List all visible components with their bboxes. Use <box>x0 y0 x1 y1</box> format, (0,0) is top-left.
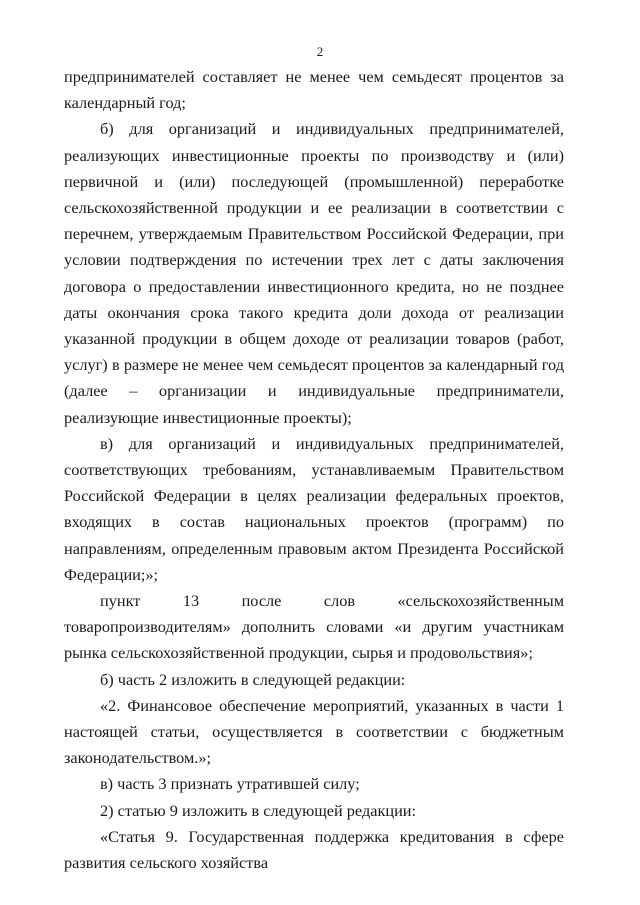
paragraph-part-2-text: «2. Финансовое обеспечение мероприятий, указанных в части 1 настоящей статьи, осуществляется в соответствии с бюджетным законодательством.»; <box>64 695 564 768</box>
paragraph-article-9-title: «Статья 9. Государственная поддержка кредитования в сфере развития сельского хозяйства <box>64 826 564 873</box>
paragraph-point-13: пункт 13 после слов «сельскохозяйственным товаропроизводителям» дополнить словами «и другим участникам рынка сельскохозяйственной продукции, сырья и продовольствия»; <box>64 591 564 663</box>
paragraph-part-2-heading: б) часть 2 изложить в следующей редакции: <box>100 669 406 689</box>
page-number: 2 <box>316 44 324 59</box>
paragraph-continuation: предпринимателей составляет не менее чем семьдесят процентов за календарный год; <box>64 67 564 113</box>
paragraph-article-9-heading: 2) статью 9 изложить в следующей редакции: <box>100 800 417 820</box>
paragraph-item-b-investment-projects: б) для организаций и индивидуальных предпринимателей, реализующих инвестиционные проекты по производству и (или) первичной и (или) последующей (промышленной) переработке сельскохозяйственной продукции и ее реализации в соответствии с перечнем, утверждаемым Правительством Российской Федерации, при условии подтверждения по истечении трех лет с даты заключения договора о предоставлении инвестиционного кредита, но не позднее даты окончания срока такого кредита доли дохода от реализации указанной продукции в общем доходе от реализации товаров (работ, услуг) в размере не менее чем семьдесят процентов за календарный год (далее – организации и индивидуальные предприниматели, реализующие инвестиционные проекты); <box>64 119 564 427</box>
document-body <box>64 64 564 876</box>
paragraph-part-3: в) часть 3 признать утратившей силу; <box>100 774 360 794</box>
paragraph-item-v-federal-projects: в) для организаций и индивидуальных предпринимателей, соответствующих требованиям, устанавливаемым Правительством Российской Федерации в целях реализации федеральных проектов, входящих в состав национальных проектов (программ) по направлениям, определенным правовым актом Президента Российской Федерации;»; <box>64 433 564 584</box>
